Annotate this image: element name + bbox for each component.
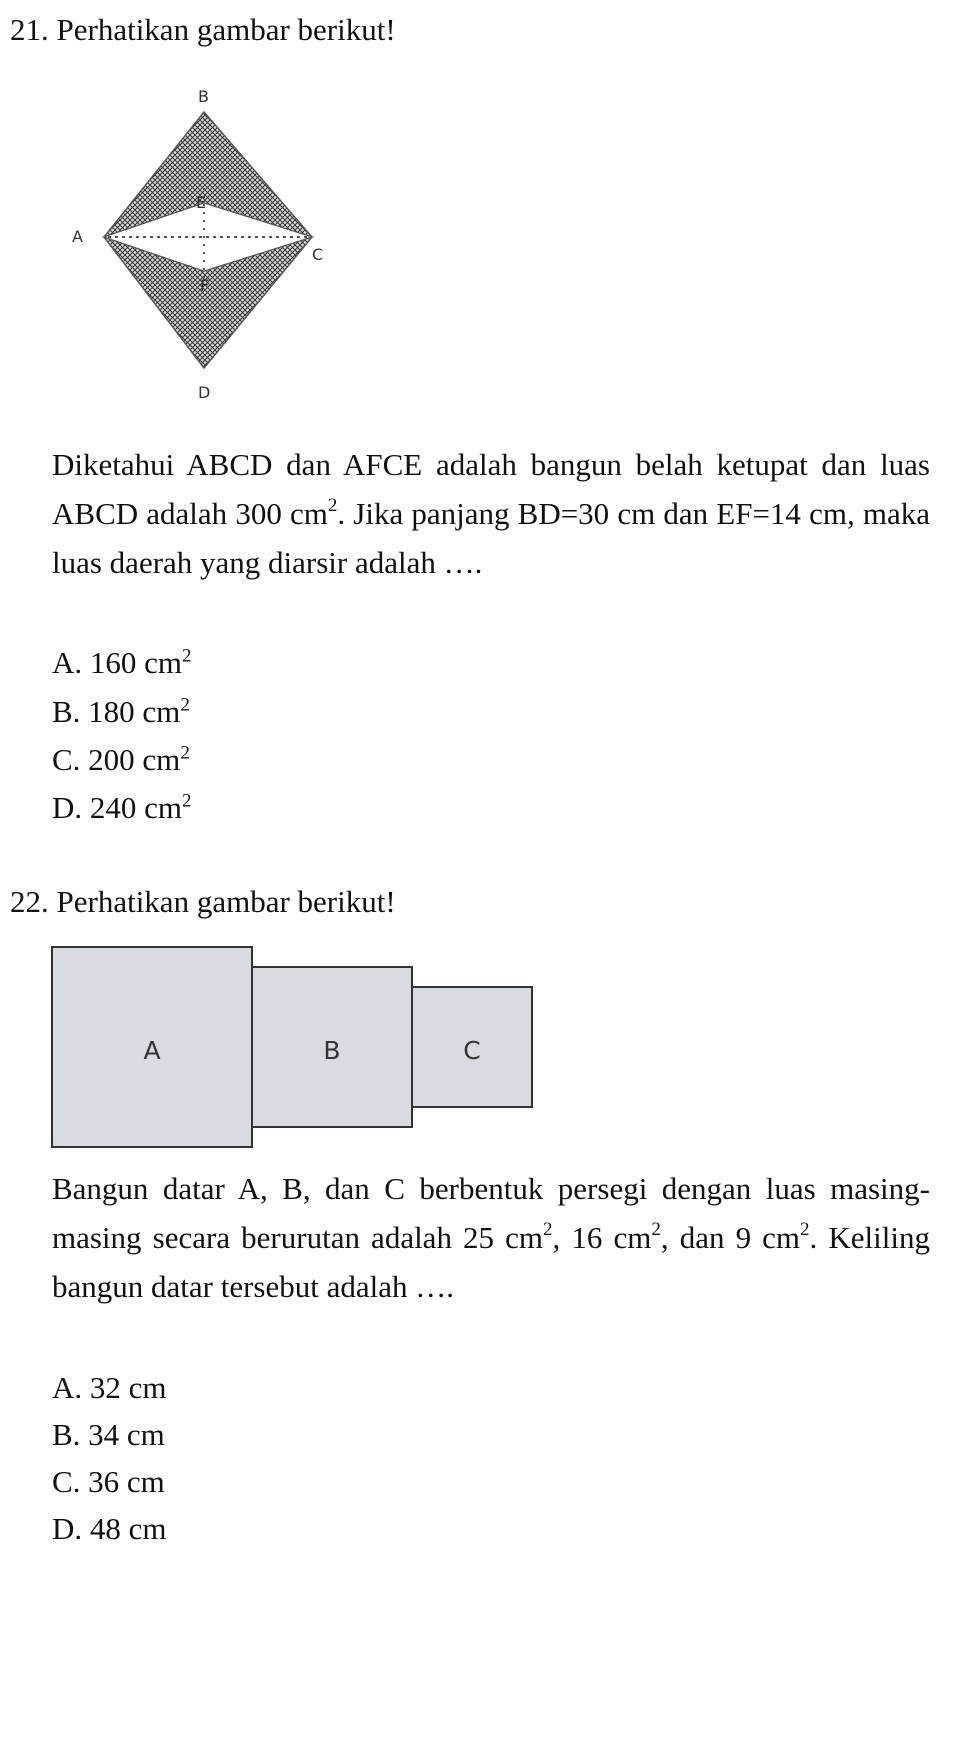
question-21-title: 21. Perhatikan gambar berikut! (10, 12, 396, 47)
q22-superscript: 2 (651, 1218, 661, 1240)
question-22-title: 22. Perhatikan gambar berikut! (10, 884, 396, 919)
label-e: E (196, 193, 207, 212)
squares-figure (40, 935, 600, 1165)
q21-option-c[interactable] (52, 740, 190, 780)
q22-text-part: . Keliling bangun datar tersebut adalah …. (52, 1220, 930, 1304)
q22-option-c[interactable]: C. 36 cm (52, 1464, 165, 1499)
square-c-label: C (463, 1036, 481, 1065)
label-a: A (72, 227, 83, 246)
option-superscript: 2 (182, 790, 192, 812)
option-superscript: 2 (180, 742, 190, 764)
q22-text-part: , 16 cm (552, 1220, 652, 1255)
option-label: B. 180 cm (52, 694, 181, 729)
q22-text-part: , dan 9 cm (660, 1220, 801, 1255)
q22-superscript: 2 (543, 1218, 553, 1240)
q22-option-a[interactable]: A. 32 cm (52, 1370, 167, 1405)
q22-superscript: 2 (800, 1218, 810, 1240)
option-superscript: 2 (182, 645, 192, 667)
label-b: B (198, 87, 209, 106)
label-d: D (198, 383, 211, 402)
q21-text-part: Diketahui ABCD dan AFCE adalah bangun belah ketupat dan luas ABCD adalah 300 cm (52, 447, 930, 531)
q21-superscript: 2 (327, 494, 338, 516)
rhombus-figure (60, 80, 360, 410)
q21-option-a[interactable] (52, 643, 192, 683)
q21-option-d[interactable] (52, 788, 192, 828)
q22-option-d[interactable]: D. 48 cm (52, 1511, 167, 1546)
square-a-label: A (143, 1036, 161, 1065)
question-21-text (52, 440, 930, 587)
q22-option-b[interactable]: B. 34 cm (52, 1417, 165, 1452)
square-b-label: B (323, 1036, 341, 1065)
option-label: D. 240 cm (52, 790, 183, 825)
label-f: F (200, 276, 210, 295)
option-label: A. 160 cm (52, 645, 183, 680)
label-c: C (312, 245, 324, 264)
question-22-text (52, 1164, 930, 1311)
q21-option-b[interactable] (52, 692, 190, 732)
q21-text-part: . Jika panjang BD=30 cm dan EF=14 cm, maka luas daerah yang diarsir adalah …. (52, 496, 930, 580)
q22-text-part: Bangun datar A, B, dan C berbentuk persegi dengan luas masing-masing secara berurutan adalah 25 cm (52, 1171, 930, 1255)
option-superscript: 2 (180, 694, 190, 716)
option-label: C. 200 cm (52, 742, 181, 777)
